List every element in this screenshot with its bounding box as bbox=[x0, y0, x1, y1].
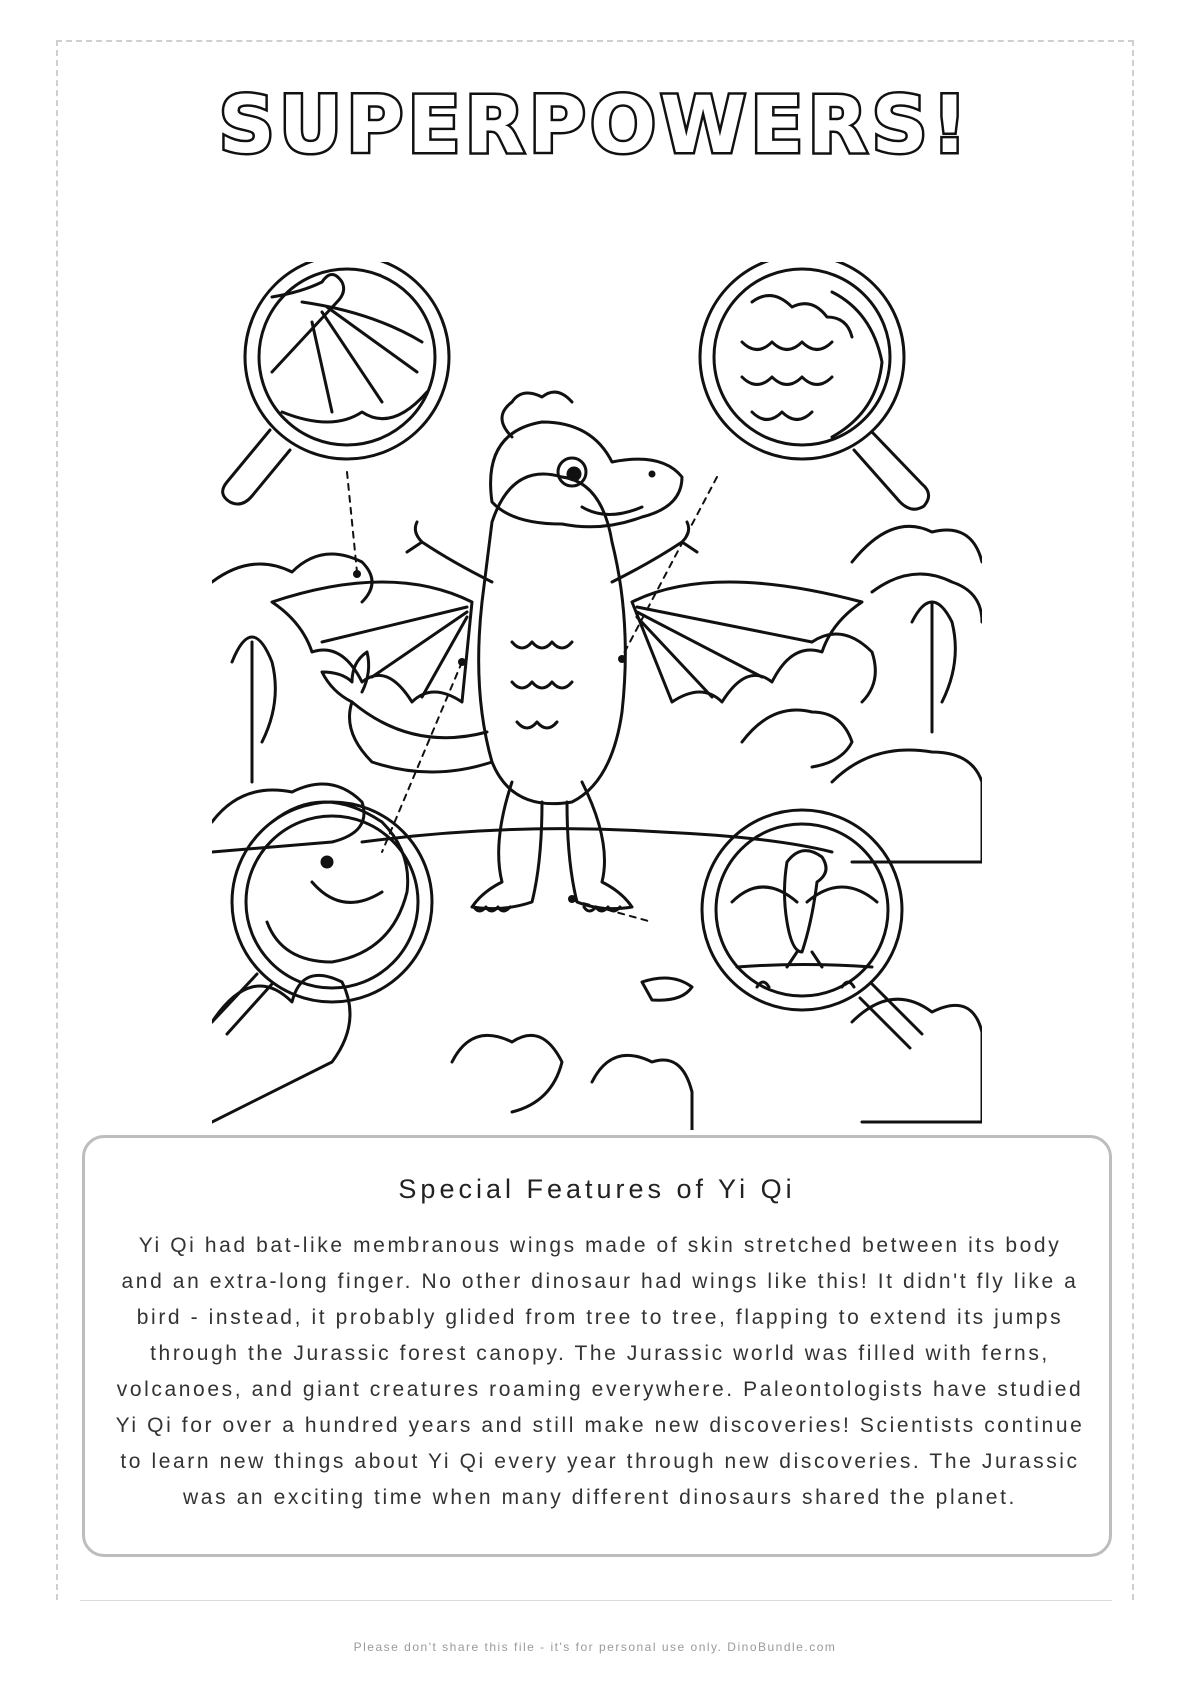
special-features-heading: Special Features of Yi Qi bbox=[398, 1174, 796, 1204]
magnifier-wing bbox=[223, 262, 449, 504]
special-features-text: Yi Qi had bat-like membranous wings made of skin stretched between its body and an extra-long finger. No other dinosaur had wings like this! It didn't fly like a bird - instead, it probably glided from tree to tree, flapping to extend its jumps through the Jurassic forest canopy. The Jurassic world was filled with ferns, volcanoes, and giant creatures roaming everywhere. Paleontologists have studied Yi Qi for over a hundred years and still make new discoveries! Scientists continue to learn new things about Yi Qi every year through new discoveries. The Jurassic was an exciting time when many different dinosaurs shared the planet. bbox=[115, 1234, 1085, 1509]
footer-divider bbox=[80, 1600, 1112, 1601]
page-title bbox=[0, 80, 1190, 180]
yi-qi-coloring-illustration bbox=[212, 262, 982, 1130]
background-foliage bbox=[212, 526, 982, 1130]
pointer-dots bbox=[353, 570, 626, 903]
footer-note: Please don't share this file - it's for personal use only. DinoBundle.com bbox=[353, 1640, 837, 1654]
magnifier-feathers bbox=[700, 262, 929, 509]
yi-qi-dinosaur bbox=[272, 392, 862, 911]
title-text: SUPERPOWERS! bbox=[218, 81, 972, 171]
title-outline-art bbox=[0, 80, 1190, 180]
magnifier-small-dinosaur bbox=[702, 810, 922, 1048]
special-features-box bbox=[82, 1135, 1112, 1557]
